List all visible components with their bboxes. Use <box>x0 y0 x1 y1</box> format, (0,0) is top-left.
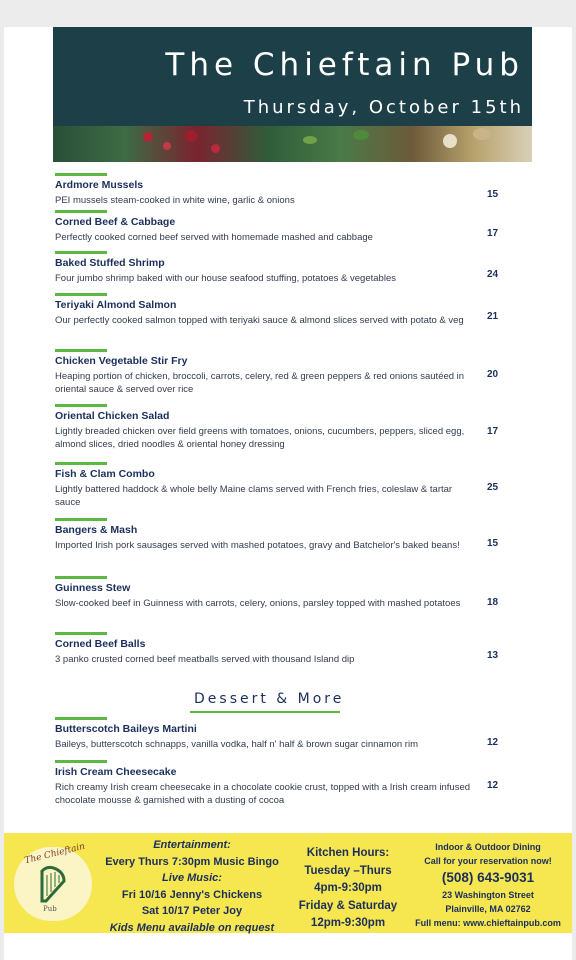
item-name: Guinness Stew <box>55 582 131 594</box>
logo-subtext: Pub <box>43 905 57 913</box>
item-divider <box>55 518 107 521</box>
item-price: 17 <box>487 228 499 239</box>
menu-item <box>55 210 505 244</box>
kitchen-days-2: Friday & Saturday <box>298 899 398 912</box>
menu-item <box>55 251 505 285</box>
item-description: Lightly battered haddock & whole belly Maine clams served with French fries, coleslaw & tartar sauce <box>55 484 453 508</box>
page-title: The Chieftain Pub <box>165 47 524 83</box>
item-description: Slow-cooked beef in Guinness with carrots, celery, onions, parsley topped with mashed potatoes <box>55 598 461 609</box>
item-divider <box>55 632 107 635</box>
menu-item <box>55 760 505 807</box>
item-name: Oriental Chicken Salad <box>55 410 170 422</box>
kitchen-hours <box>292 845 404 933</box>
kitchen-days-1: Tuesday –Thurs <box>304 864 392 877</box>
item-name: Irish Cream Cheesecake <box>55 766 177 778</box>
kitchen-hours-1: 4pm-9:30pm <box>314 882 382 894</box>
harp-icon <box>38 865 68 903</box>
item-description: Imported Irish pork sausages served with mashed potatoes, gravy and Batchelor's baked beans! <box>55 540 460 551</box>
dining-title: Indoor & Outdoor Dining <box>435 842 541 852</box>
item-price: 15 <box>487 189 499 200</box>
item-description: PEI mussels steam-cooked in white wine, garlic & onions <box>55 195 295 206</box>
item-description: Our perfectly cooked salmon topped with teriyaki sauce & almond slices served with potato & veg <box>55 315 464 326</box>
dessert-underline <box>190 711 340 713</box>
item-name: Corned Beef Balls <box>55 638 146 650</box>
menu-sheet <box>4 27 572 960</box>
menu-item <box>55 293 505 327</box>
item-price: 12 <box>487 737 499 748</box>
live-music-title: Live Music: <box>162 872 222 884</box>
item-name: Ardmore Mussels <box>55 179 144 191</box>
live-music-fri: Fri 10/16 Jenny's Chickens <box>121 888 263 901</box>
dessert-heading: Dessert & More <box>194 691 345 707</box>
dining-contact <box>408 840 568 930</box>
menu-date: Thursday, October 15th <box>243 97 524 118</box>
item-description: 3 panko crusted corned beef meatballs served with thousand Island dip <box>55 654 355 665</box>
kids-menu-note: Kids Menu available on request <box>109 921 275 934</box>
item-price: 25 <box>487 482 499 493</box>
item-name: Baked Stuffed Shrimp <box>55 257 165 269</box>
item-description: Heaping portion of chicken, broccoli, carrots, celery, red & green peppers & red onions sautéed in oriental sauce & served over rice <box>55 371 465 395</box>
item-price: 24 <box>487 269 499 280</box>
item-divider <box>55 293 107 296</box>
item-price: 20 <box>487 369 499 380</box>
item-divider <box>55 173 107 176</box>
item-description: Lightly breaded chicken over field greens with tomatoes, onions, cucumbers, peppers, sliced egg, almond slices, dried noodles & oriental honey dressing <box>55 426 465 450</box>
logo-text: The Chieftain <box>23 841 87 867</box>
music-bingo-line: Every Thurs 7:30pm Music Bingo <box>105 855 279 868</box>
kitchen-hours-title: Kitchen Hours: <box>306 847 390 859</box>
item-name: Butterscotch Baileys Martini <box>55 723 197 735</box>
item-name: Teriyaki Almond Salmon <box>55 299 177 311</box>
item-description: Baileys, butterscotch schnapps, vanilla vodka, half n' half & brown sugar cinnamon rim <box>55 739 418 750</box>
reservation-note: Call for your reservation now! <box>424 856 552 866</box>
address-line-1: 23 Washington Street <box>442 890 534 900</box>
menu-item <box>55 632 505 666</box>
menu-item <box>55 518 505 552</box>
item-name: Chicken Vegetable Stir Fry <box>55 355 188 367</box>
live-music-sat: Sat 10/17 Peter Joy <box>141 905 243 917</box>
entertainment-info <box>92 837 292 936</box>
menu-item <box>55 349 505 396</box>
item-divider <box>55 349 107 352</box>
menu-item <box>55 576 505 610</box>
item-name: Fish & Clam Combo <box>55 468 155 480</box>
item-price: 21 <box>487 311 499 322</box>
item-description: Rich creamy Irish cream cheesecake in a chocolate cookie crust, topped with a Irish cream infused chocolate mousse & garnished with a dusting of cocoa <box>55 782 471 806</box>
kitchen-hours-2: 12pm-9:30pm <box>310 917 386 929</box>
item-description: Perfectly cooked corned beef served with homemade mashed and cabbage <box>55 232 373 243</box>
item-price: 12 <box>487 780 499 791</box>
menu-item <box>55 404 505 451</box>
item-divider <box>55 462 107 465</box>
item-name: Corned Beef & Cabbage <box>55 216 176 228</box>
phone-number: (508) 643-9031 <box>441 870 535 885</box>
item-divider <box>55 717 107 720</box>
address-line-2: Plainville, MA 02762 <box>445 904 531 914</box>
item-divider <box>55 404 107 407</box>
header-banner <box>53 27 532 162</box>
website-line: Full menu: www.chieftainpub.com <box>415 918 561 928</box>
item-divider <box>55 210 107 213</box>
footer-info-bar <box>4 833 572 933</box>
item-price: 13 <box>487 650 499 661</box>
menu-item <box>55 462 505 509</box>
item-divider <box>55 760 107 763</box>
item-price: 18 <box>487 597 499 608</box>
item-divider <box>55 251 107 254</box>
item-price: 17 <box>487 426 499 437</box>
item-divider <box>55 576 107 579</box>
food-photo-band <box>53 126 532 162</box>
item-name: Bangers & Mash <box>55 524 138 536</box>
menu-item <box>55 717 505 751</box>
entertainment-title: Entertainment: <box>153 839 231 851</box>
pub-logo <box>14 841 92 921</box>
menu-item <box>55 173 505 207</box>
item-price: 15 <box>487 538 499 549</box>
item-description: Four jumbo shrimp baked with our house seafood stuffing, potatoes & vegetables <box>55 273 396 284</box>
